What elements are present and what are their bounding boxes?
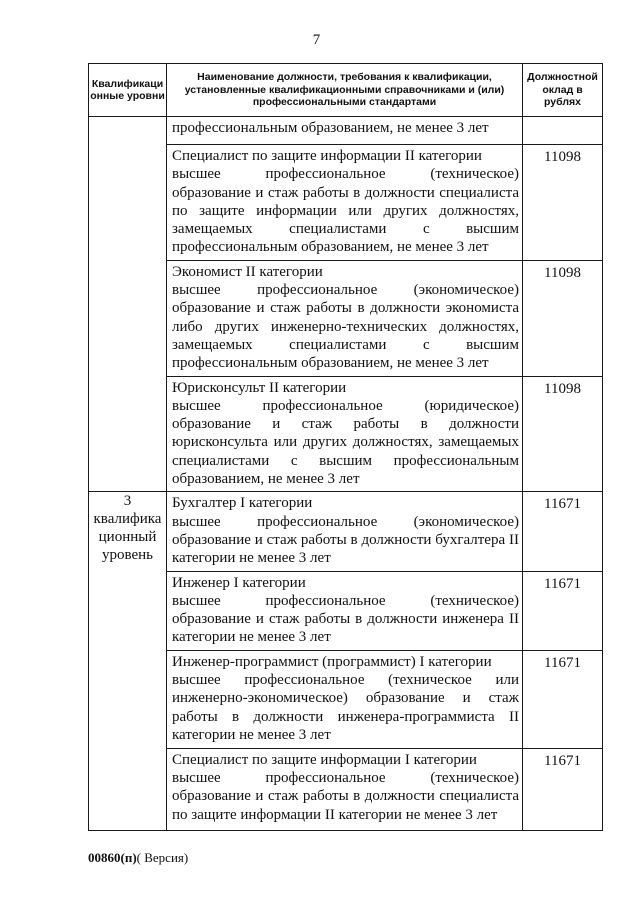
position-requirements-text: высшее профессиональное (техническое) образование и стаж работы в должности инженера II категории не менее 3 лет <box>172 592 519 646</box>
table-row <box>89 376 603 492</box>
position-title: Инженер I категории <box>172 574 306 591</box>
qualification-level-cell <box>89 492 167 830</box>
document-version: ( Версия) <box>136 850 189 865</box>
salary-cell: 11671 <box>523 571 603 650</box>
table-row <box>89 117 603 145</box>
position-description-cell <box>167 571 523 650</box>
table-row <box>89 650 603 748</box>
qualification-table <box>88 63 603 831</box>
position-description-cell <box>167 260 523 376</box>
salary-cell: 11671 <box>523 748 603 830</box>
salary-cell: 11098 <box>523 145 603 261</box>
qualification-level-label: 3 квалифика ционный уровень <box>93 493 162 564</box>
document-footer <box>88 850 188 866</box>
table-row <box>89 145 603 261</box>
position-title: Инженер-программист (программист) I категории <box>172 653 492 670</box>
salary-cell: 11098 <box>523 260 603 376</box>
position-title: Юрисконсульт II категории <box>172 379 347 396</box>
table-header-row <box>89 64 603 117</box>
qualification-level-cell <box>89 117 167 492</box>
header-qualification-levels: Квалификаци онные уровни <box>89 64 167 117</box>
position-title: Бухгалтер I категории <box>172 495 313 512</box>
table-row <box>89 260 603 376</box>
position-requirements-text: высшее профессиональное (экономическое) образование и стаж работы в должности экономиста либо других инженерно-технических должностях, замещаемых специалистами с высшим профессиональным образованием, не менее 3 лет <box>172 282 519 372</box>
header-salary: Должностной оклад в рублях <box>523 64 603 117</box>
table-row <box>89 748 603 830</box>
salary-cell: 11671 <box>523 492 603 571</box>
position-title: Экономист II категории <box>172 263 323 280</box>
position-requirements-text: профессиональным образованием, не менее 3 лет <box>172 120 489 136</box>
page-number: 7 <box>312 32 321 48</box>
header-position-requirements: Наименование должности, требования к квалификации, установленные квалификационными справочниками и (или) профессиональными стандартами <box>167 64 523 117</box>
salary-cell: 11098 <box>523 376 603 492</box>
position-description-cell <box>167 492 523 571</box>
position-requirements-text: высшее профессиональное (юридическое) образование и стаж работы в должности юрисконсульта или других должностях, замещаемых специалистами с высшим профессиональным образованием, не менее 3 лет <box>172 397 519 488</box>
position-requirements-text: высшее профессиональное (техническое или инженерно-экономическое) образование и стаж работы в должности инженера-программиста II категории не менее 3 лет <box>172 672 519 743</box>
position-requirements-text: высшее профессиональное (техническое) образование и стаж работы в должности специалиста по защите информации или других должностях, замещаемых специалистами с высшим профессиональным образованием, не менее 3 лет <box>172 166 519 256</box>
position-requirements-text: высшее профессиональное (экономическое) образование и стаж работы в должности бухгалтера II категории не менее 3 лет <box>172 513 519 567</box>
position-description-cell <box>167 145 523 261</box>
position-title: Специалист по защите информации I категории <box>172 751 477 768</box>
position-requirements-text: высшее профессиональное (техническое) образование и стаж работы в должности специалиста по защите информации II категории не менее 3 лет <box>172 770 519 823</box>
position-description-cell <box>167 376 523 492</box>
salary-cell <box>523 117 603 145</box>
position-description-cell <box>167 650 523 748</box>
position-description-cell <box>167 748 523 830</box>
table-row <box>89 571 603 650</box>
position-description-cell <box>167 117 523 145</box>
position-title: Специалист по защите информации II категории <box>172 148 482 164</box>
table-row <box>89 492 603 571</box>
document-code: 00860(п) <box>88 850 137 865</box>
salary-cell: 11671 <box>523 650 603 748</box>
